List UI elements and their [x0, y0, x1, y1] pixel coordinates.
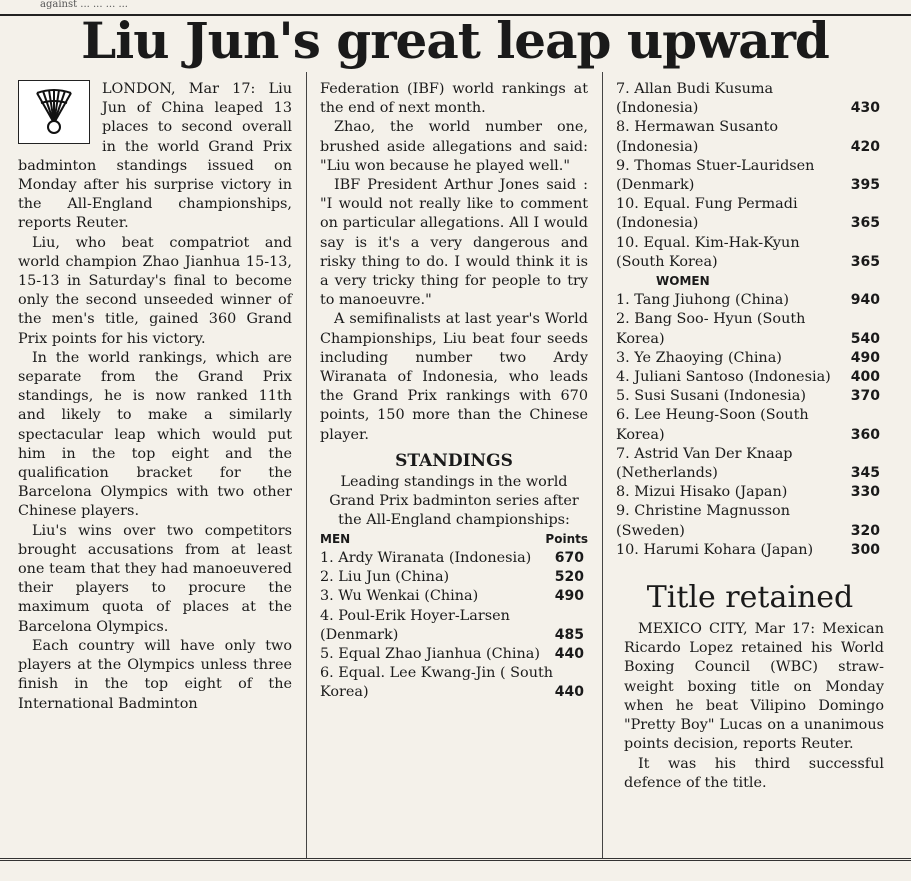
title-retained-body [616, 620, 884, 793]
standings-row [616, 310, 884, 348]
player-points: 490 [850, 349, 880, 366]
player-name: 4. Poul-Erik Hoyer-Larsen (Denmark) [320, 607, 510, 643]
player-name: 7. Allan Budi Kusuma (Indonesia) [616, 81, 774, 117]
player-name: 3. Ye Zhaoying (China) [616, 349, 782, 366]
player-name: 6. Equal. Lee Kwang-Jin ( South Korea) [320, 665, 554, 701]
player-points: 345 [850, 465, 880, 482]
article-paragraph: A semifinalists at last year's World Championships, Liu beat four seeds including number two Ardy Wiranata of Indonesia, who leads the Grand Prix rankings with 670 points, 150 more than the Chinese player. [320, 311, 588, 443]
standings-row [616, 541, 884, 560]
article-column-2 [320, 80, 588, 703]
player-points: 365 [850, 215, 880, 232]
player-name: 2. Bang Soo- Hyun (South Korea) [616, 311, 806, 347]
player-name: 7. Astrid Van Der Knaap (Netherlands) [616, 445, 793, 482]
column-rule [306, 72, 307, 858]
article-paragraph: IBF President Arthur Jones said : "I would not really like to comment on particular allegations. All I would say is it's a very dangerous and risky thing to do. I would think it is a very tricky thing for people to try to manoeuvre." [320, 177, 588, 309]
player-points: 400 [850, 369, 880, 386]
standings-row [616, 118, 884, 156]
article-paragraph: Zhao, the world number one, brushed aside allegations and said: "Liu won because he played well." [320, 119, 588, 174]
player-name: 3. Wu Wenkai (China) [320, 588, 479, 605]
player-name: 6. Lee Heung-Soon (South Korea) [616, 407, 809, 443]
standings-row [616, 234, 884, 272]
standings-row [320, 587, 588, 606]
player-name: 10. Equal. Kim-Hak-Kyun (South Korea) [616, 234, 800, 270]
player-points: 300 [850, 541, 880, 558]
article-paragraph: It was his third successful defence of the title. [624, 755, 884, 791]
player-name: 5. Susi Susani (Indonesia) [616, 388, 806, 405]
player-points: 940 [850, 292, 880, 309]
player-points: 670 [554, 550, 584, 567]
title-retained-heading: Title retained [646, 580, 854, 616]
standings-row [616, 502, 884, 540]
standings-row [320, 568, 588, 587]
standings-row [616, 80, 884, 118]
article-paragraph: Federation (IBF) world rankings at the end of next month. [320, 81, 588, 117]
bottom-rule [0, 858, 911, 881]
article-lead: LONDON, Mar 17: Liu Jun of China leaped 13 places to second overall in the world Grand Prix badminton standings issued on Monday after his surprise victory in the All-England championships, reports Reuter. [18, 81, 292, 232]
standings-header [320, 530, 588, 549]
article-paragraph: Liu's wins over two competitors brought accusations from at least one team that they had manoeuvered their players to procure the maximum quota of places at the Barcelona Olympics. [18, 522, 292, 635]
standings-row [616, 445, 884, 483]
player-name: 9. Thomas Stuer-Lauridsen (Denmark) [616, 157, 815, 194]
player-points: 370 [850, 388, 880, 405]
standings-row [320, 549, 588, 568]
column-rule [602, 72, 603, 858]
top-strip-text: against ... ... ... ... [40, 0, 128, 10]
player-points: 395 [850, 177, 880, 194]
article-paragraph: Each country will have only two players at the Olympics unless three finish in the top eight of the International Badminton [18, 637, 292, 712]
player-name: 5. Equal Zhao Jianhua (China) [320, 646, 540, 663]
standings-row [616, 349, 884, 368]
player-points: 430 [850, 100, 880, 117]
player-name: 10. Equal. Fung Permadi (Indonesia) [616, 196, 798, 232]
standings-row [616, 483, 884, 502]
player-points: 320 [850, 522, 880, 539]
men-label: MEN [320, 531, 351, 546]
player-name: 1. Ardy Wiranata (Indonesia) [320, 550, 532, 567]
standings-row [616, 291, 884, 310]
standings-row [616, 157, 884, 195]
player-name: 4. Juliani Santoso (Indonesia) [616, 369, 831, 386]
player-name: 1. Tang Jiuhong (China) [616, 292, 790, 309]
standings-subtitle: Leading standings in the world Grand Prix badminton series after the All-England championships: [329, 473, 579, 528]
points-label: Points [545, 531, 588, 546]
standings-row [320, 664, 588, 702]
article-paragraph: Liu, who beat compatriot and world champion Zhao Jianhua 15-13, 15-13 in Saturday's final to become only the second unseeded winner of the men's title, gained 360 Grand Prix points for his victory. [18, 234, 292, 347]
women-label: WOMEN [656, 274, 710, 289]
player-points: 490 [554, 588, 584, 605]
article-paragraph: MEXICO CITY, Mar 17: Mexican Ricardo Lopez retained his World Boxing Council (WBC) straw-weight boxing title on Monday when he beat Vilipino Domingo "Pretty Boy" Lucas on a unanimous points decision, reports Reuter. [624, 621, 884, 753]
player-points: 485 [554, 626, 584, 643]
article-column-3 [616, 80, 884, 793]
player-points: 540 [850, 330, 880, 347]
headline: Liu Jun's great leap upward [81, 11, 829, 70]
player-points: 420 [850, 138, 880, 155]
player-name: 8. Hermawan Susanto (Indonesia) [616, 119, 779, 155]
standings-title: STANDINGS [395, 450, 513, 471]
player-points: 365 [850, 253, 880, 270]
standings-row [320, 645, 588, 664]
shuttlecock-icon [18, 80, 90, 144]
player-name: 10. Harumi Kohara (Japan) [616, 541, 814, 558]
player-name: 8. Mizui Hisako (Japan) [616, 484, 788, 501]
player-points: 330 [850, 484, 880, 501]
article-column-1 [18, 80, 292, 714]
player-name: 9. Christine Magnusson (Sweden) [616, 503, 790, 539]
player-points: 440 [554, 684, 584, 701]
standings-row [320, 607, 588, 645]
standings-row [616, 387, 884, 406]
player-points: 360 [850, 426, 880, 443]
standings-row [616, 195, 884, 233]
standings-row [616, 406, 884, 444]
player-name: 2. Liu Jun (China) [320, 569, 450, 586]
player-points: 520 [554, 569, 584, 586]
standings-row [616, 368, 884, 387]
player-points: 440 [554, 646, 584, 663]
article-paragraph: In the world rankings, which are separate from the Grand Prix standings, he is now ranked 11th and likely to make a similarly spectacular leap which would put him in the top eight and the qualification bracket for the Barcelona Olympics with two other Chinese players. [18, 349, 292, 520]
